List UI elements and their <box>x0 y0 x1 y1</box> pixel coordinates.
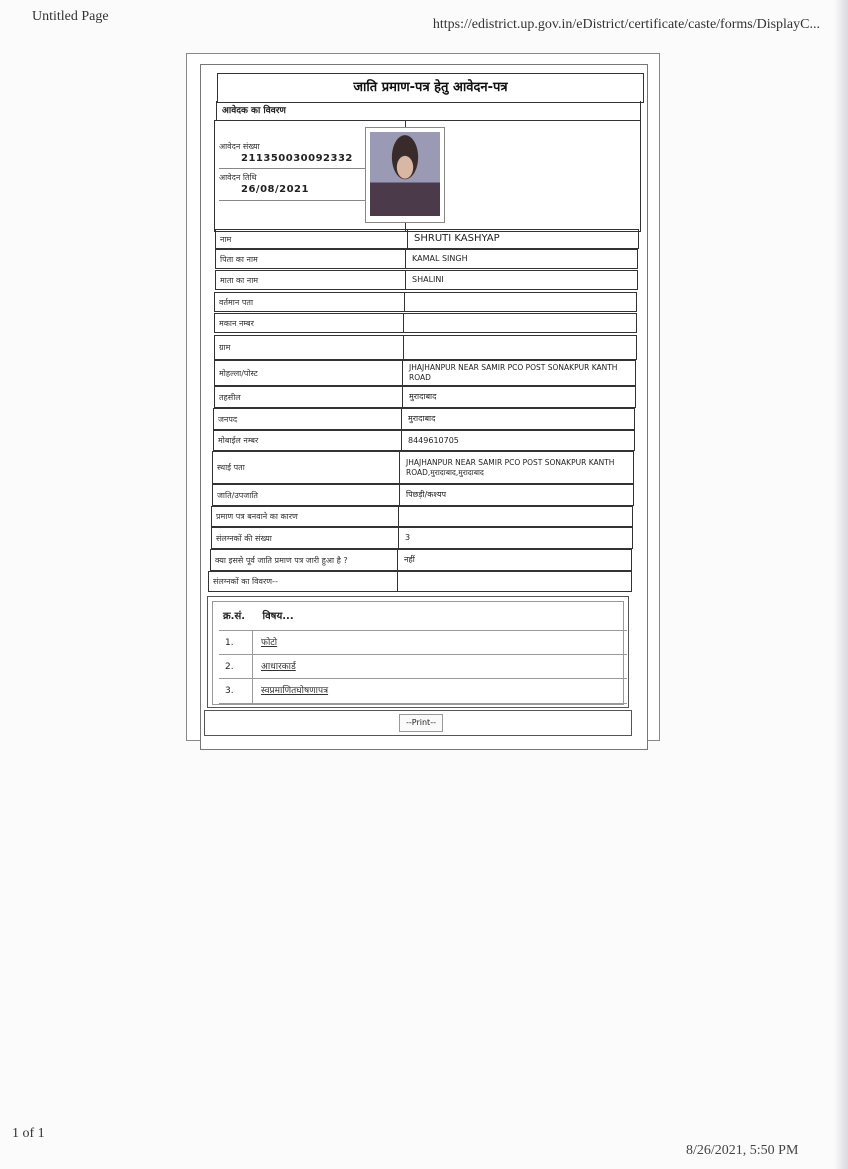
field-value: SHALINI <box>412 275 444 284</box>
field-label: तहसील <box>215 387 403 407</box>
field-row-caste <box>212 484 634 506</box>
application-no-label: आवेदन संख्या <box>219 142 260 151</box>
field-value: नहीं <box>404 555 415 564</box>
field-row-previous-certificate <box>210 549 632 571</box>
attachments-header <box>223 608 308 622</box>
field-label: मकान नम्बर <box>215 314 404 332</box>
field-label: मोहल्ला/पोस्ट <box>215 361 403 385</box>
field-row-current-address <box>214 292 637 312</box>
field-value: JHAJHANPUR NEAR SAMIR PCO POST SONAKPUR KANTH ROAD <box>409 363 618 382</box>
page-url: https://edistrict.up.gov.in/eDistrict/certificate/caste/forms/DisplayC... <box>432 17 820 32</box>
attachment-number: 2. <box>219 655 253 679</box>
field-label: पिता का नाम <box>216 250 406 268</box>
field-label: प्रमाण पत्र बनवाने का कारण <box>212 507 399 526</box>
applicant-photo-image <box>370 132 440 216</box>
page-title: Untitled Page <box>32 9 109 24</box>
field-label: संलग्नकों की संख्या <box>212 528 399 548</box>
attachment-link-aadhaar[interactable]: आधारकार्ड <box>261 662 296 672</box>
field-row-reason <box>211 506 633 527</box>
application-date: 26/08/2021 <box>241 184 309 195</box>
field-row-permanent-address <box>212 451 634 484</box>
field-value: JHAJHANPUR NEAR SAMIR PCO POST SONAKPUR KANTH ROAD,मुरादाबाद,मुरादाबाद <box>406 457 615 477</box>
field-label: जाति/उपजाति <box>213 485 400 505</box>
field-value: मुरादाबाद <box>409 392 437 401</box>
field-label: संलग्नकों का विवरण-- <box>209 572 398 591</box>
field-row-locality-post <box>214 360 636 386</box>
attachments-table <box>207 596 629 708</box>
field-label: माता का नाम <box>216 271 406 289</box>
field-label: जनपद <box>214 409 402 429</box>
attachment-number: 3. <box>219 679 253 703</box>
field-row-attachment-details <box>208 571 632 592</box>
application-no: 211350030092332 <box>241 153 353 164</box>
field-value: KAMAL SINGH <box>412 254 468 263</box>
field-value: 8449610705 <box>408 435 459 445</box>
field-value <box>398 572 628 591</box>
field-row-father-name <box>215 249 638 269</box>
field-value <box>404 314 634 332</box>
field-label: वर्तमान पता <box>215 293 405 311</box>
page-count: 1 of 1 <box>12 1126 45 1141</box>
print-button[interactable]: --Print-- <box>399 714 443 732</box>
scan-edge-shadow <box>834 0 848 1169</box>
field-value <box>404 336 634 359</box>
field-label: नाम <box>216 230 408 248</box>
field-value: 3 <box>405 533 411 542</box>
attachment-row <box>219 678 627 704</box>
attachments-inner <box>212 601 624 705</box>
print-datetime: 8/26/2021, 5:50 PM <box>686 1143 799 1158</box>
attachment-link-photo[interactable]: फोटो <box>261 638 278 648</box>
field-row-mobile <box>213 430 635 451</box>
field-value <box>405 293 635 311</box>
application-date-label: आवेदन तिथि <box>219 173 257 182</box>
serial-header: क्र.सं. <box>223 611 246 622</box>
field-row-village <box>214 335 637 360</box>
application-info <box>214 120 641 232</box>
field-value: SHRUTI KASHYAP <box>414 233 500 244</box>
subject-header: विषय... <box>262 611 294 622</box>
field-row-mother-name <box>215 270 638 290</box>
attachment-row <box>219 654 627 679</box>
attachment-link-self-declaration[interactable]: स्वप्रमाणितघोषणापत्र <box>261 686 329 696</box>
field-label: ग्राम <box>215 336 404 359</box>
print-row <box>204 710 632 736</box>
field-value <box>399 507 629 526</box>
field-value: पिछड़ी/कश्यप <box>406 490 446 499</box>
field-row-house-number <box>214 313 637 333</box>
caste-certificate-form <box>200 64 648 750</box>
attachment-number: 1. <box>219 631 253 655</box>
field-row-attachment-count <box>211 527 633 549</box>
field-label: क्या इससे पूर्व जाति प्रमाण पत्र जारी हुआ है ? <box>211 550 398 570</box>
attachment-row <box>219 630 627 655</box>
field-row-name <box>215 229 639 249</box>
field-row-district <box>213 408 635 430</box>
field-label: मोबाईल नम्बर <box>214 431 402 450</box>
section-heading: आवेदक का विवरण <box>216 101 641 121</box>
field-value: मुरादाबाद <box>408 414 436 423</box>
field-label: स्थाई पता <box>213 452 400 483</box>
applicant-photo <box>365 127 445 223</box>
field-row-tehsil <box>214 386 636 408</box>
form-title: जाति प्रमाण-पत्र हेतु आवेदन-पत्र <box>217 73 644 103</box>
